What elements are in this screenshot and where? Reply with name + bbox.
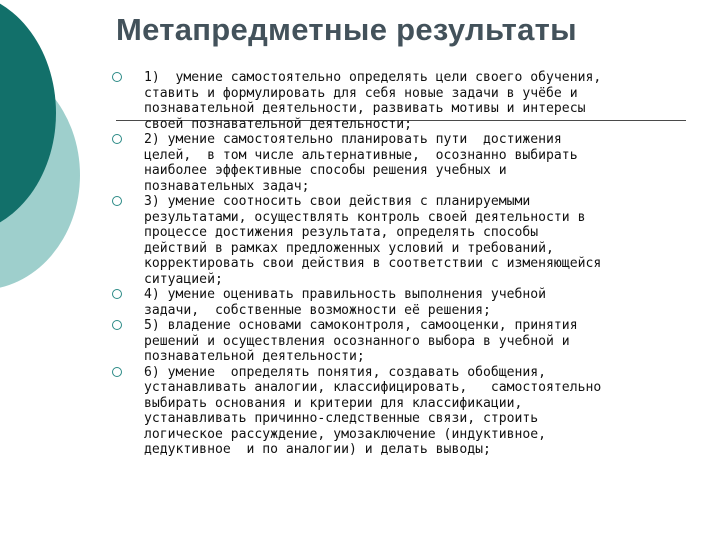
list-item-text-line: ситуацией; (144, 271, 223, 287)
list-item-text-line: познавательной деятельности; (144, 349, 365, 364)
list-item-text-line: 6) умение определять понятия, создавать обобщения, (144, 364, 547, 380)
ring-bullet-icon (112, 320, 122, 330)
ring-bullet-icon (112, 367, 122, 377)
list-item-text-line: действий в рамках предложенных условий и требований, (144, 240, 554, 256)
list-item-text-line: задачи, собственные возможности её решения; (144, 302, 491, 318)
list-item-text-line: 1) умение самостоятельно определять цели своего обучения, (144, 70, 602, 85)
list-item-text-line: наиболее эффективные способы решения учебных и (144, 163, 507, 178)
list-item-text-line: своей познавательной деятельности; (144, 116, 413, 132)
list-item-text-line: познавательной деятельности, развивать мотивы и интересы (144, 101, 586, 116)
ring-bullet-icon (112, 289, 122, 299)
list-item-text-line: ставить и формулировать для себя новые задачи в учёбе и (144, 85, 578, 101)
list-item-text-line: целей, в том числе альтернативные, осознанно выбирать (144, 147, 578, 163)
list-item (112, 365, 692, 458)
list-item (112, 318, 692, 365)
decorative-circles (0, 0, 120, 300)
list-item-text-line: 4) умение оценивать правильность выполнения учебной (144, 287, 547, 302)
list-item-text-line: дедуктивное и по аналогии) и делать выводы; (144, 442, 491, 457)
list-item (112, 194, 692, 287)
ring-bullet-icon (112, 134, 122, 144)
list-item-text-line: познавательных задач; (144, 178, 310, 194)
ring-bullet-icon (112, 196, 122, 206)
list-item-text-line: 2) умение самостоятельно планировать пути достижения (144, 132, 562, 147)
list-item-text-line: процессе достижения результата, определять способы (144, 225, 539, 240)
list-item (112, 132, 692, 194)
list-item-text-line: результатами, осуществлять контроль своей деятельности в (144, 209, 586, 225)
list-item (112, 287, 692, 318)
list-item-text-line: 5) владение основами самоконтроля, самооценки, принятия (144, 318, 578, 333)
slide-title: Метапредметные результаты (116, 12, 577, 47)
list-item-text-line: решений и осуществления осознанного выбора в учебной и (144, 333, 570, 349)
list-item-text-line: 3) умение соотносить свои действия с планируемыми (144, 194, 531, 209)
list-item-text-line: выбирать основания и критерии для классификации, (144, 395, 523, 411)
list-item-text-line: логическое рассуждение, умозаключение (индуктивное, (144, 426, 547, 442)
list-item-text-line: устанавливать аналогии, классифицировать, самостоятельно (144, 380, 602, 395)
ring-bullet-icon (112, 72, 122, 82)
list-item-text-line: устанавливать причинно-следственные связи, строить (144, 411, 539, 426)
list-item-text-line: корректировать свои действия в соответствии с изменяющейся (144, 256, 602, 271)
list-item (112, 70, 692, 132)
bullet-list (112, 70, 692, 458)
